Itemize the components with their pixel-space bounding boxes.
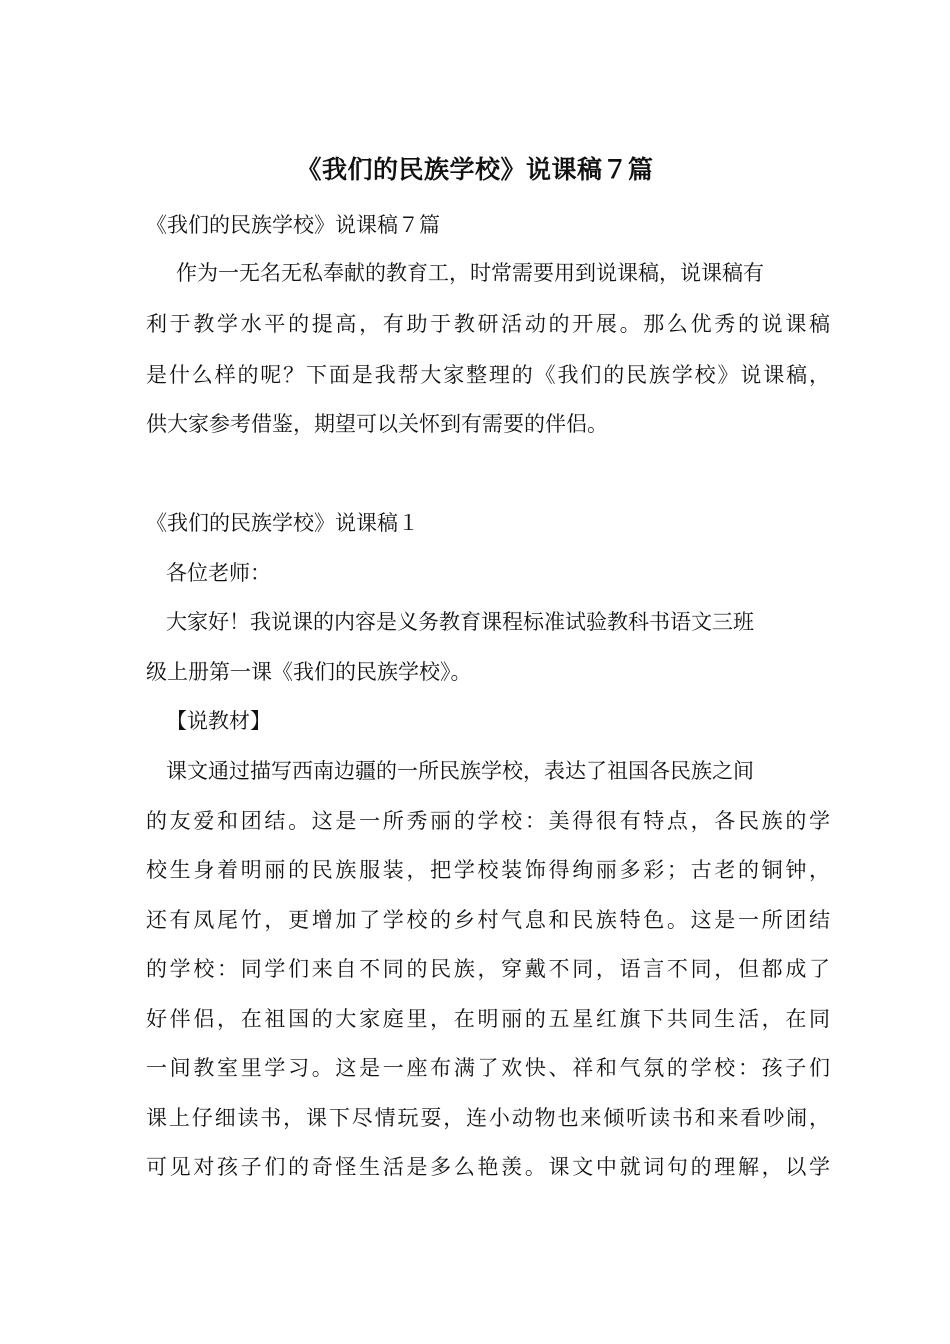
opening-line: 大家好！我说课的内容是义务教育课程标准试验教科书语文三班 [166,610,754,634]
opening-line: 级上册第一课《我们的民族学校》。 [146,660,472,684]
body-line: 课上仔细读书，课下尽情玩耍，连小动物也来倾听读书和来看吵闹， [146,1106,830,1130]
greeting: 各位老师： [166,561,271,585]
intro-line: 是什么样的呢？下面是我帮大家整理的《我们的民族学校》说课稿， [146,363,830,387]
intro-line: 作为一无名无私奉献的教育工，时常需要用到说课稿，说课稿有 [176,261,764,285]
intro-line: 供大家参考借鉴，期望可以关怀到有需要的伴侣。 [146,412,608,436]
body-line: 可见对孩子们的奇怪生活是多么艳羡。课文中就词句的理解，以学 [146,1155,830,1179]
body-line: 的学校：同学们来自不同的民族，穿戴不同，语言不同，但都成了 [146,957,830,981]
part-heading: 【说教材】 [166,709,271,733]
body-line: 一间教室里学习。这是一座布满了欢快、祥和气氛的学校：孩子们 [146,1056,830,1080]
body-line: 的友爱和团结。这是一所秀丽的学校：美得很有特点，各民族的学 [146,809,830,833]
document-subtitle: 《我们的民族学校》说课稿７篇 [146,213,440,237]
body-line: 校生身着明丽的民族服装，把学校装饰得绚丽多彩；古老的铜钟， [146,858,830,882]
intro-line: 利于教学水平的提高，有助于教研活动的开展。那么优秀的说课稿 [146,312,830,336]
body-line: 课文通过描写西南边疆的一所民族学校，表达了祖国各民族之间 [166,759,754,783]
body-line: 好伴侣，在祖国的大家庭里，在明丽的五星红旗下共同生活，在同 [146,1007,830,1031]
body-line: 还有凤尾竹，更增加了学校的乡村气息和民族特色。这是一所团结 [146,908,830,932]
document-title: 《我们的民族学校》说课稿７篇 [296,155,654,184]
section-heading: 《我们的民族学校》说课稿１ [146,511,419,535]
